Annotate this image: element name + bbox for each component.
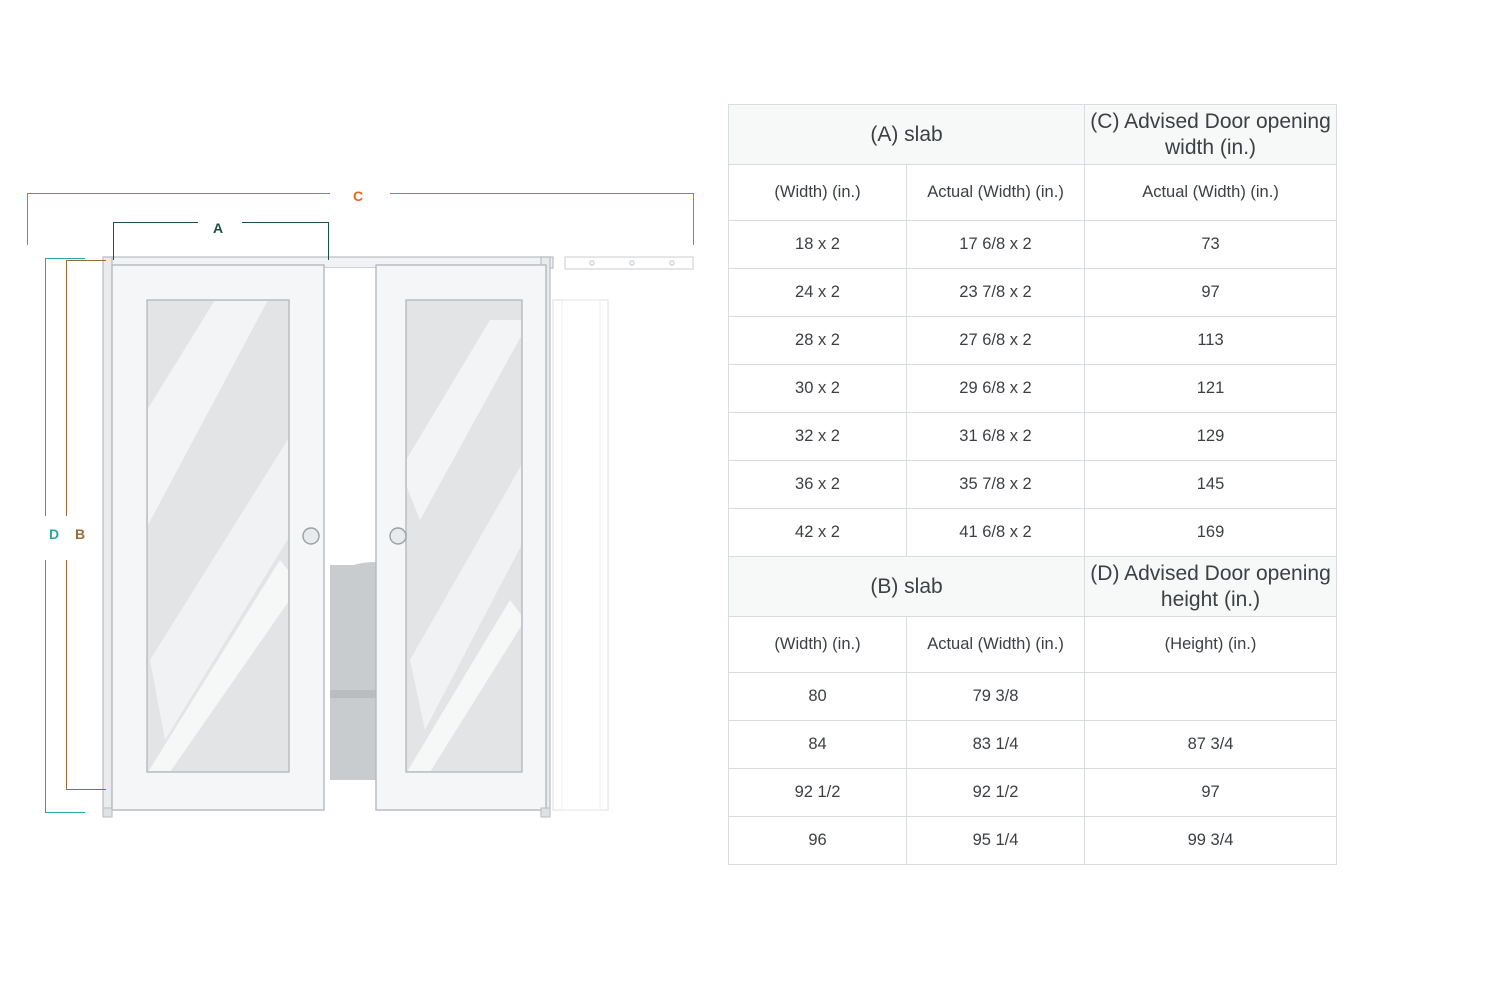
table-row [729, 817, 1337, 865]
table-row [729, 365, 1337, 413]
column-header: (Width) (in.) [729, 165, 907, 221]
table-cell: 92 1/2 [729, 769, 907, 817]
column-header: Actual (Width) (in.) [907, 617, 1085, 673]
table-cell: 92 1/2 [907, 769, 1085, 817]
table-cell: 36 x 2 [729, 461, 907, 509]
group-header-cell: (A) slab [729, 105, 1085, 165]
dimension-label-c: C [353, 188, 364, 204]
door-illustration [0, 0, 720, 1001]
table-group-header-slab-b [729, 557, 1337, 617]
dimension-label-b: B [75, 526, 86, 542]
table-cell: 28 x 2 [729, 317, 907, 365]
column-header: (Width) (in.) [729, 617, 907, 673]
table-cell: 87 3/4 [1085, 721, 1337, 769]
table-cell: 145 [1085, 461, 1337, 509]
spec-table [728, 104, 1337, 865]
table-row [729, 461, 1337, 509]
table-cell: 17 6/8 x 2 [907, 221, 1085, 269]
table-subheader-row [729, 617, 1337, 673]
table-cell: 35 7/8 x 2 [907, 461, 1085, 509]
table-cell: 42 x 2 [729, 509, 907, 557]
table-cell: 79 3/8 [907, 673, 1085, 721]
table-cell: 24 x 2 [729, 269, 907, 317]
table-row [729, 317, 1337, 365]
table-cell: 31 6/8 x 2 [907, 413, 1085, 461]
table-cell: 84 [729, 721, 907, 769]
table-row [729, 269, 1337, 317]
table-cell: 99 3/4 [1085, 817, 1337, 865]
table-cell: 23 7/8 x 2 [907, 269, 1085, 317]
table-cell: 96 [729, 817, 907, 865]
table-cell: 73 [1085, 221, 1337, 269]
table-cell: 27 6/8 x 2 [907, 317, 1085, 365]
column-header: Actual (Width) (in.) [907, 165, 1085, 221]
dimension-label-d: D [49, 526, 60, 542]
table-row [729, 413, 1337, 461]
table-group-header-slab-a [729, 105, 1337, 165]
table-row [729, 221, 1337, 269]
table-cell: 169 [1085, 509, 1337, 557]
table-cell: 121 [1085, 365, 1337, 413]
table-cell: 80 [729, 673, 907, 721]
table-cell: 30 x 2 [729, 365, 907, 413]
table-cell: 97 [1085, 269, 1337, 317]
group-header-cell: (D) Advised Door opening height (in.) [1085, 557, 1337, 617]
column-header: Actual (Width) (in.) [1085, 165, 1337, 221]
table-cell: 41 6/8 x 2 [907, 509, 1085, 557]
table-row [729, 509, 1337, 557]
table-row [729, 673, 1337, 721]
group-header-cell: (C) Advised Door opening width (in.) [1085, 105, 1337, 165]
column-header: (Height) (in.) [1085, 617, 1337, 673]
dimension-label-a: A [213, 220, 224, 236]
table-cell: 129 [1085, 413, 1337, 461]
door-dimension-diagram [0, 0, 720, 1001]
table-cell: 97 [1085, 769, 1337, 817]
table-cell [1085, 673, 1337, 721]
table-subheader-row [729, 165, 1337, 221]
table-cell: 18 x 2 [729, 221, 907, 269]
table-row [729, 769, 1337, 817]
table-cell: 95 1/4 [907, 817, 1085, 865]
door-size-specification-table [728, 104, 1336, 865]
table-cell: 29 6/8 x 2 [907, 365, 1085, 413]
table-cell: 32 x 2 [729, 413, 907, 461]
group-header-cell: (B) slab [729, 557, 1085, 617]
table-cell: 113 [1085, 317, 1337, 365]
table-cell: 83 1/4 [907, 721, 1085, 769]
table-row [729, 721, 1337, 769]
